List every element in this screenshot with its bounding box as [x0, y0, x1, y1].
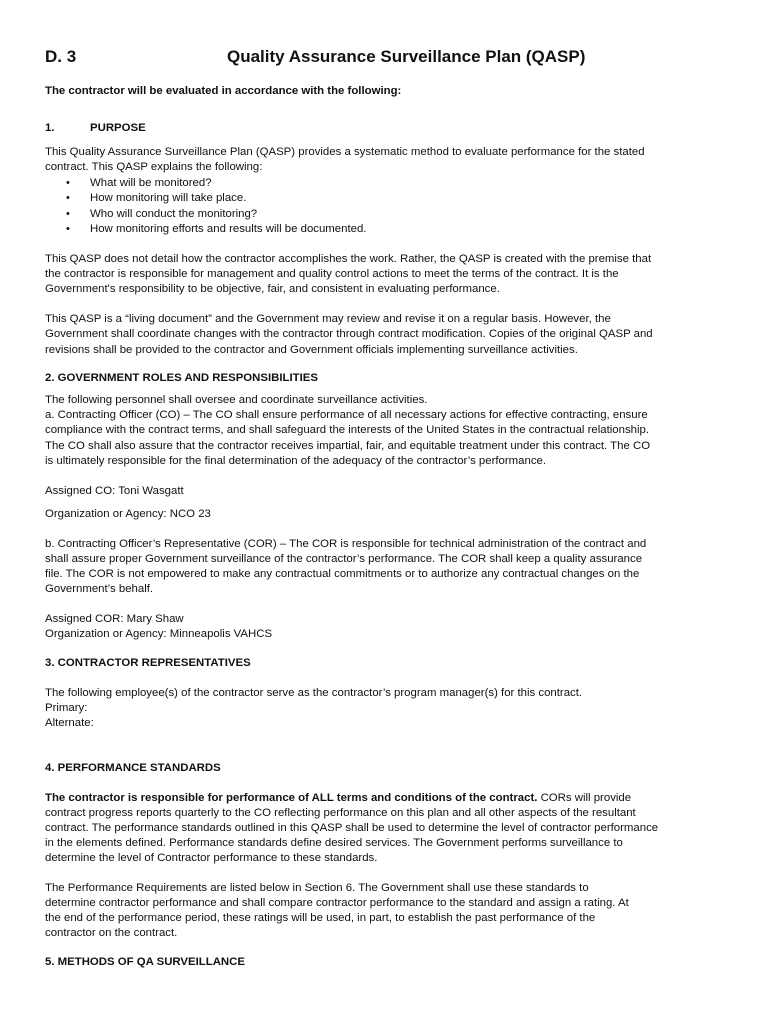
purpose-number: 1.	[45, 122, 55, 134]
co-agency: Organization or Agency: NCO 23	[45, 508, 211, 520]
roles-paragraph-1-line: a. Contracting Officer (CO) – The CO shall ensure performance of all necessary actions for effective contracting, ensure	[45, 409, 648, 421]
purpose-paragraph-3-line: revisions shall be provided to the contractor and Government officials implementing surveillance activities.	[45, 344, 578, 356]
roles-paragraph-2-line: b. Contracting Officer’s Representative (COR) – The COR is responsible for technical administration of the contract and	[45, 538, 647, 550]
roles-heading: 2. GOVERNMENT ROLES AND RESPONSIBILITIES	[45, 372, 318, 384]
contractor-reps-heading: 3. CONTRACTOR REPRESENTATIVES	[45, 657, 251, 669]
purpose-paragraph-3-line: This QASP is a “living document” and the Government may review and revise it on a regular basis. However, the	[45, 313, 611, 325]
roles-paragraph-1-line: The following personnel shall oversee and coordinate surveillance activities.	[45, 394, 428, 406]
standards-bold-statement: The contractor is responsible for performance of ALL terms and conditions of the contract.	[45, 792, 538, 804]
standards-paragraph-2-line: determine contractor performance and shall compare contractor performance to the standard and assign a rating. At	[45, 897, 629, 909]
bullet-icon: •	[66, 192, 70, 204]
standards-paragraph-1-line: in the elements defined. Performance standards define desired services. The Government performs surveillance to	[45, 837, 623, 849]
intro-statement: The contractor will be evaluated in accordance with the following:	[45, 85, 402, 97]
purpose-paragraph-3-line: Government shall coordinate changes with the contractor through contract modification. Copies of the original QASP and	[45, 328, 653, 340]
primary-label: Primary:	[45, 702, 88, 714]
roles-paragraph-1-line: The CO shall also assure that the contractor receives impartial, fair, and equitable treatment under this contract. The CO	[45, 440, 651, 452]
section-number: D. 3	[45, 47, 77, 66]
purpose-paragraph-1-line: This Quality Assurance Surveillance Plan (QASP) provides a systematic method to evaluate performance for the stated	[45, 146, 645, 158]
standards-heading: 4. PERFORMANCE STANDARDS	[45, 762, 221, 774]
purpose-bullet: How monitoring will take place.	[90, 192, 247, 204]
purpose-paragraph-1-line: contract. This QASP explains the following:	[45, 161, 263, 173]
standards-paragraph-2-line: The Performance Requirements are listed below in Section 6. The Government shall use these standards to	[45, 882, 589, 894]
purpose-bullet: Who will conduct the monitoring?	[90, 208, 258, 220]
assigned-cor: Assigned COR: Mary Shaw	[45, 613, 184, 625]
roles-paragraph-2-line: shall assure proper Government surveillance of the contractor’s performance. The COR shall keep a quality assurance	[45, 553, 643, 565]
purpose-heading: PURPOSE	[90, 122, 146, 134]
roles-paragraph-2-line: Government’s behalf.	[45, 583, 154, 595]
bullet-icon: •	[66, 223, 70, 235]
standards-paragraph-1-line: contract. The performance standards outlined in this QASP shall be used to determine the level of contractor performance	[45, 822, 659, 834]
standards-first-line-rest: CORs will provide	[537, 792, 632, 804]
standards-paragraph-2-line: the end of the performance period, these ratings will be used, in part, to establish the past performance of the	[45, 912, 596, 924]
bullet-icon: •	[66, 177, 70, 189]
purpose-paragraph-2-line: the contractor is responsible for management and quality control actions to meet the terms of the contract. It is the	[45, 268, 619, 280]
standards-paragraph-2-line: contractor on the contract.	[45, 927, 178, 939]
roles-paragraph-1-line: is ultimately responsible for the final determination of the adequacy of the contractor’s performance.	[45, 455, 547, 467]
roles-paragraph-2-line: file. The COR is not empowered to make any contractual commitments or to authorize any contractual changes on the	[45, 568, 640, 580]
assigned-co: Assigned CO: Toni Wasgatt	[45, 485, 184, 497]
standards-paragraph-1-line	[45, 791, 631, 806]
page-title: Quality Assurance Surveillance Plan (QASP)	[227, 47, 586, 66]
purpose-paragraph-2-line: Government's responsibility to be objective, fair, and consistent in evaluating performance.	[45, 283, 500, 295]
methods-heading: 5. METHODS OF QA SURVEILLANCE	[45, 956, 245, 968]
standards-paragraph-1-line: determine the level of Contractor performance to these standards.	[45, 852, 378, 864]
roles-paragraph-1-line: compliance with the contract terms, and shall safeguard the interests of the United States in the contractual relationship.	[45, 424, 650, 436]
bullet-icon: •	[66, 208, 70, 220]
standards-paragraph-1-line: contract progress reports quarterly to the CO reflecting performance on this plan and all other aspects of the resultant	[45, 807, 636, 819]
cor-agency: Organization or Agency: Minneapolis VAHCS	[45, 628, 273, 640]
alternate-label: Alternate:	[45, 717, 94, 729]
purpose-paragraph-2-line: This QASP does not detail how the contractor accomplishes the work. Rather, the QASP is created with the premise that	[45, 253, 652, 265]
contractor-reps-paragraph: The following employee(s) of the contractor serve as the contractor’s program manager(s) for this contract.	[45, 687, 583, 699]
purpose-bullet: What will be monitored?	[90, 177, 212, 189]
purpose-bullet: How monitoring efforts and results will be documented.	[90, 223, 367, 235]
